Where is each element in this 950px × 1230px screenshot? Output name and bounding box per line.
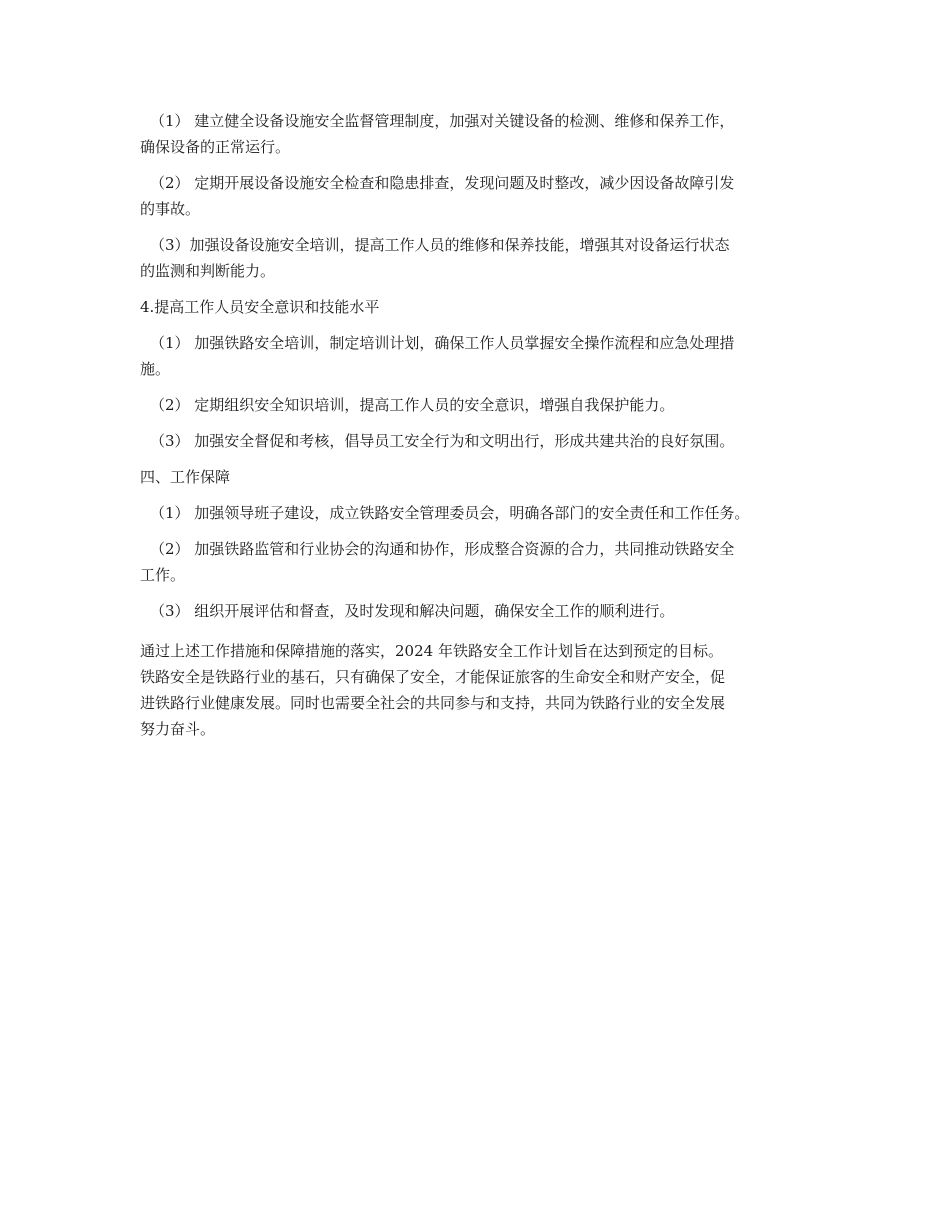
closing-paragraph bbox=[140, 638, 830, 742]
item-lead-text: （3） 组织开展评估和督查，及时发现和解决问题，确保安全工作的顺利进行。 bbox=[150, 602, 675, 620]
item-continuation-text: 的监测和判断能力。 bbox=[140, 262, 276, 280]
item-continuation-text: 的事故。 bbox=[140, 200, 201, 218]
item-lead-text: （2） 定期组织安全知识培训，提高工作人员的安全意识，增强自我保护能力。 bbox=[150, 396, 675, 414]
item-lead-text: （2） 定期开展设备设施安全检查和隐患排查，发现问题及时整改，减少因设备故障引发 bbox=[150, 174, 735, 192]
list-item bbox=[140, 536, 830, 588]
item-continuation-text: 确保设备的正常运行。 bbox=[140, 138, 291, 156]
item-lead-text: （1） 建立健全设备设施安全监督管理制度，加强对关键设备的检测、维修和保养工作， bbox=[150, 112, 735, 130]
item-lead-text: （3） 加强安全督促和考核，倡导员工安全行为和文明出行，形成共建共治的良好氛围。 bbox=[150, 432, 735, 450]
closing-line: 铁路安全是铁路行业的基石，只有确保了安全，才能保证旅客的生命安全和财产安全，促 bbox=[140, 668, 726, 686]
list-item bbox=[140, 330, 830, 382]
list-item bbox=[140, 232, 830, 284]
list-item bbox=[140, 108, 830, 160]
item-continuation-text: 工作。 bbox=[140, 566, 186, 584]
list-item bbox=[140, 392, 830, 418]
item-lead-text: （2） 加强铁路监管和行业协会的沟通和协作，形成整合资源的合力，共同推动铁路安全 bbox=[150, 540, 735, 558]
section-heading: 4.提高工作人员安全意识和技能水平 bbox=[140, 298, 380, 316]
item-lead-text: （1） 加强铁路安全培训，制定培训计划，确保工作人员掌握安全操作流程和应急处理措 bbox=[150, 334, 735, 352]
item-lead-text: （1） 加强领导班子建设，成立铁路安全管理委员会，明确各部门的安全责任和工作任务。 bbox=[150, 504, 750, 522]
item-continuation-text: 施。 bbox=[140, 360, 171, 378]
section-heading: 四、工作保障 bbox=[140, 468, 231, 486]
item-lead-text: （3）加强设备设施安全培训，提高工作人员的维修和保养技能，增强其对设备运行状态 bbox=[150, 236, 730, 254]
document-body bbox=[140, 108, 830, 742]
closing-line: 努力奋斗。 bbox=[140, 720, 216, 738]
list-item bbox=[140, 598, 830, 624]
list-item bbox=[140, 170, 830, 222]
list-item bbox=[140, 500, 830, 526]
closing-line: 通过上述工作措施和保障措施的落实，2024 年铁路安全工作计划旨在达到预定的目标。 bbox=[140, 642, 723, 660]
list-item bbox=[140, 428, 830, 454]
closing-line: 进铁路行业健康发展。同时也需要全社会的共同参与和支持，共同为铁路行业的安全发展 bbox=[140, 694, 726, 712]
